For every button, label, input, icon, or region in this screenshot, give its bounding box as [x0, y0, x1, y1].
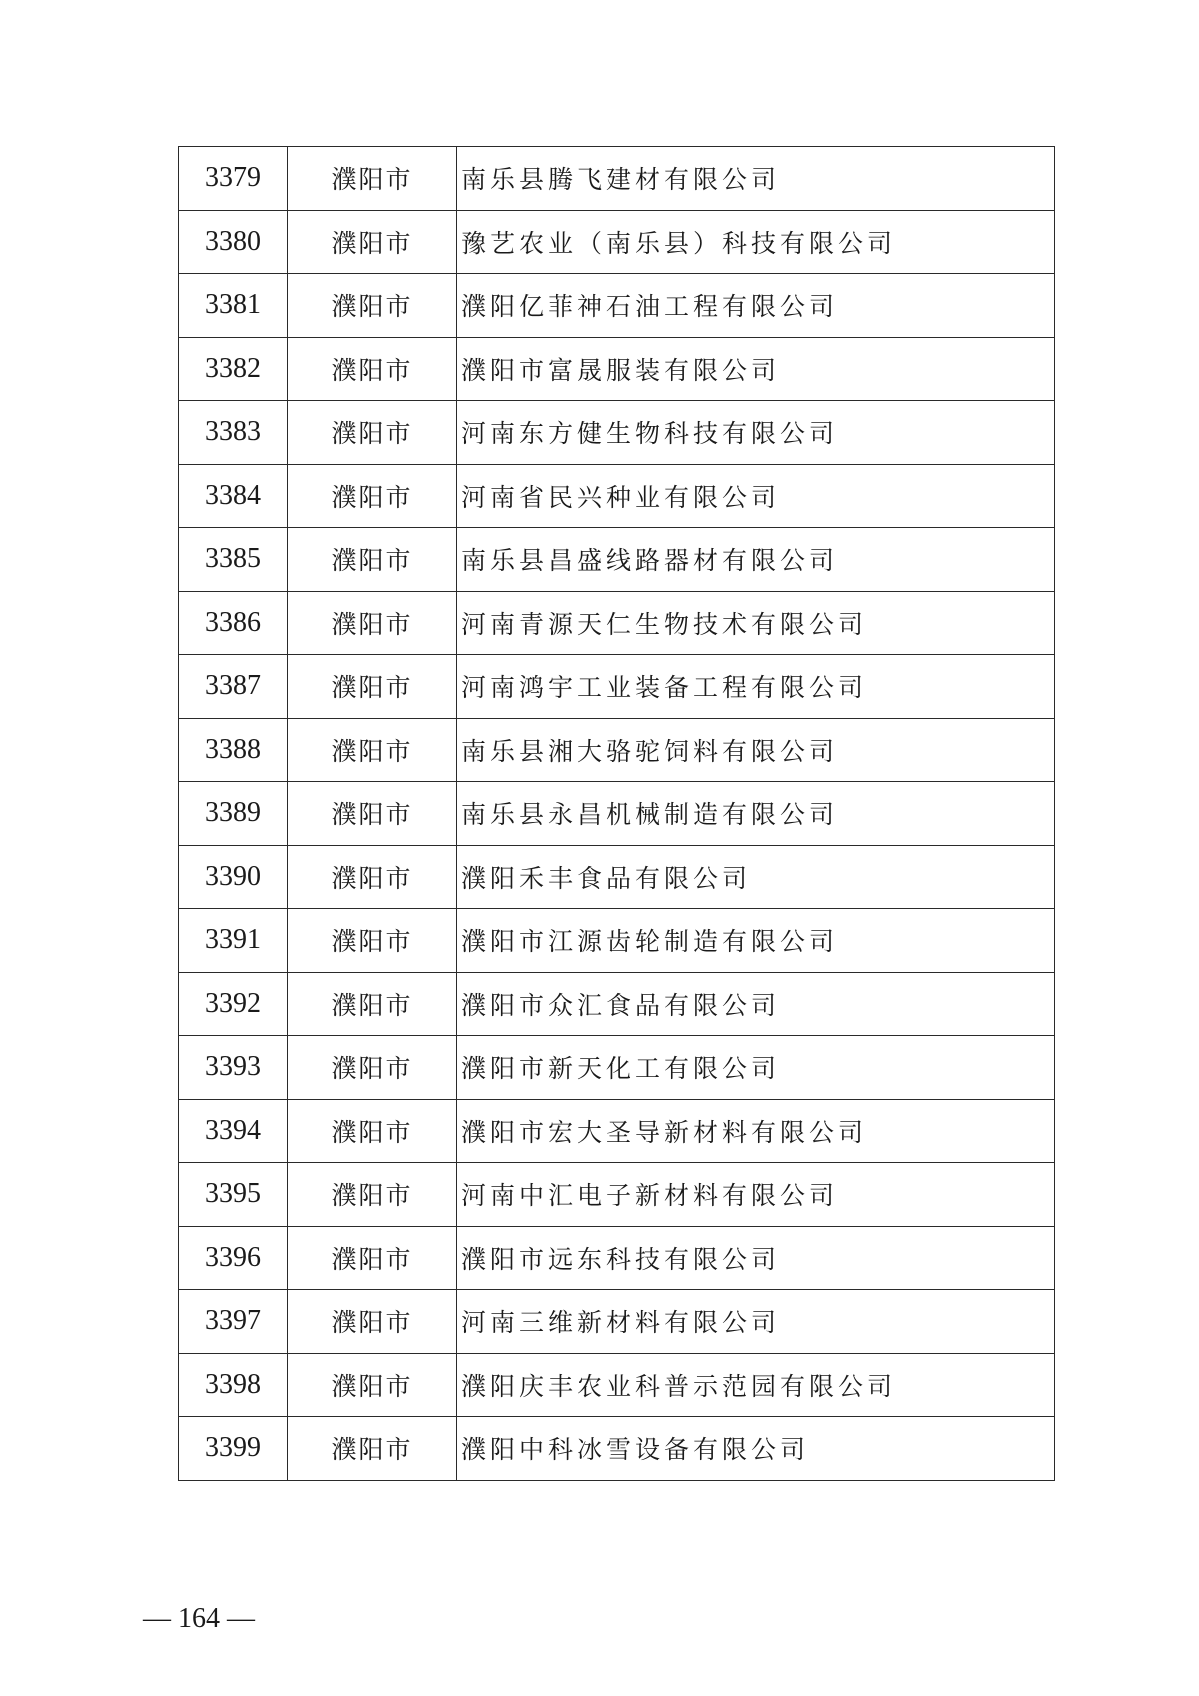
table-row	[179, 1417, 1055, 1481]
table-row	[179, 1353, 1055, 1417]
row-company: 河南鸿宇工业装备工程有限公司	[457, 655, 1055, 719]
row-number: 3388	[179, 718, 288, 782]
row-number: 3391	[179, 909, 288, 973]
row-city: 濮阳市	[288, 274, 457, 338]
row-company: 南乐县永昌机械制造有限公司	[457, 782, 1055, 846]
row-company: 濮阳禾丰食品有限公司	[457, 845, 1055, 909]
row-city: 濮阳市	[288, 909, 457, 973]
row-company: 河南青源天仁生物技术有限公司	[457, 591, 1055, 655]
row-number: 3379	[179, 147, 288, 211]
row-company: 濮阳市众汇食品有限公司	[457, 972, 1055, 1036]
row-company: 南乐县湘大骆驼饲料有限公司	[457, 718, 1055, 782]
row-number: 3380	[179, 210, 288, 274]
table-row	[179, 1036, 1055, 1100]
row-company: 南乐县腾飞建材有限公司	[457, 147, 1055, 211]
table-row	[179, 337, 1055, 401]
table-row	[179, 782, 1055, 846]
company-list-table	[178, 146, 1055, 1481]
row-city: 濮阳市	[288, 210, 457, 274]
row-number: 3395	[179, 1163, 288, 1227]
row-city: 濮阳市	[288, 1036, 457, 1100]
row-company: 南乐县昌盛线路器材有限公司	[457, 528, 1055, 592]
row-city: 濮阳市	[288, 782, 457, 846]
row-city: 濮阳市	[288, 655, 457, 719]
table-row	[179, 718, 1055, 782]
row-number: 3392	[179, 972, 288, 1036]
row-number: 3387	[179, 655, 288, 719]
table-row	[179, 1226, 1055, 1290]
table-row	[179, 1290, 1055, 1354]
row-city: 濮阳市	[288, 1226, 457, 1290]
row-company: 濮阳庆丰农业科普示范园有限公司	[457, 1353, 1055, 1417]
row-city: 濮阳市	[288, 718, 457, 782]
row-company: 濮阳市江源齿轮制造有限公司	[457, 909, 1055, 973]
row-city: 濮阳市	[288, 1290, 457, 1354]
company-list-body	[179, 147, 1055, 1481]
table-row	[179, 655, 1055, 719]
row-number: 3384	[179, 464, 288, 528]
row-city: 濮阳市	[288, 528, 457, 592]
row-company: 河南东方健生物科技有限公司	[457, 401, 1055, 465]
row-number: 3398	[179, 1353, 288, 1417]
row-company: 濮阳市新天化工有限公司	[457, 1036, 1055, 1100]
table-row	[179, 1163, 1055, 1227]
row-company: 濮阳市远东科技有限公司	[457, 1226, 1055, 1290]
row-company: 豫艺农业（南乐县）科技有限公司	[457, 210, 1055, 274]
row-company: 濮阳市宏大圣导新材料有限公司	[457, 1099, 1055, 1163]
row-number: 3383	[179, 401, 288, 465]
row-city: 濮阳市	[288, 337, 457, 401]
row-city: 濮阳市	[288, 401, 457, 465]
table-row	[179, 972, 1055, 1036]
row-number: 3385	[179, 528, 288, 592]
row-company: 濮阳市富晟服装有限公司	[457, 337, 1055, 401]
table-row	[179, 909, 1055, 973]
row-city: 濮阳市	[288, 147, 457, 211]
row-number: 3390	[179, 845, 288, 909]
table-row	[179, 528, 1055, 592]
page-number: — 164 —	[143, 1603, 255, 1634]
row-company: 河南中汇电子新材料有限公司	[457, 1163, 1055, 1227]
row-number: 3386	[179, 591, 288, 655]
row-number: 3396	[179, 1226, 288, 1290]
table-row	[179, 591, 1055, 655]
row-city: 濮阳市	[288, 1417, 457, 1481]
row-city: 濮阳市	[288, 845, 457, 909]
row-city: 濮阳市	[288, 464, 457, 528]
row-number: 3389	[179, 782, 288, 846]
table-row	[179, 147, 1055, 211]
row-city: 濮阳市	[288, 591, 457, 655]
table-row	[179, 1099, 1055, 1163]
row-number: 3381	[179, 274, 288, 338]
row-number: 3399	[179, 1417, 288, 1481]
table-row	[179, 401, 1055, 465]
row-company: 河南省民兴种业有限公司	[457, 464, 1055, 528]
row-number: 3393	[179, 1036, 288, 1100]
table-row	[179, 210, 1055, 274]
table-row	[179, 845, 1055, 909]
table-row	[179, 464, 1055, 528]
row-company: 濮阳中科冰雪设备有限公司	[457, 1417, 1055, 1481]
row-company: 濮阳亿菲神石油工程有限公司	[457, 274, 1055, 338]
row-city: 濮阳市	[288, 1099, 457, 1163]
row-company: 河南三维新材料有限公司	[457, 1290, 1055, 1354]
row-number: 3394	[179, 1099, 288, 1163]
row-number: 3397	[179, 1290, 288, 1354]
row-city: 濮阳市	[288, 1353, 457, 1417]
row-city: 濮阳市	[288, 972, 457, 1036]
row-city: 濮阳市	[288, 1163, 457, 1227]
table-row	[179, 274, 1055, 338]
row-number: 3382	[179, 337, 288, 401]
